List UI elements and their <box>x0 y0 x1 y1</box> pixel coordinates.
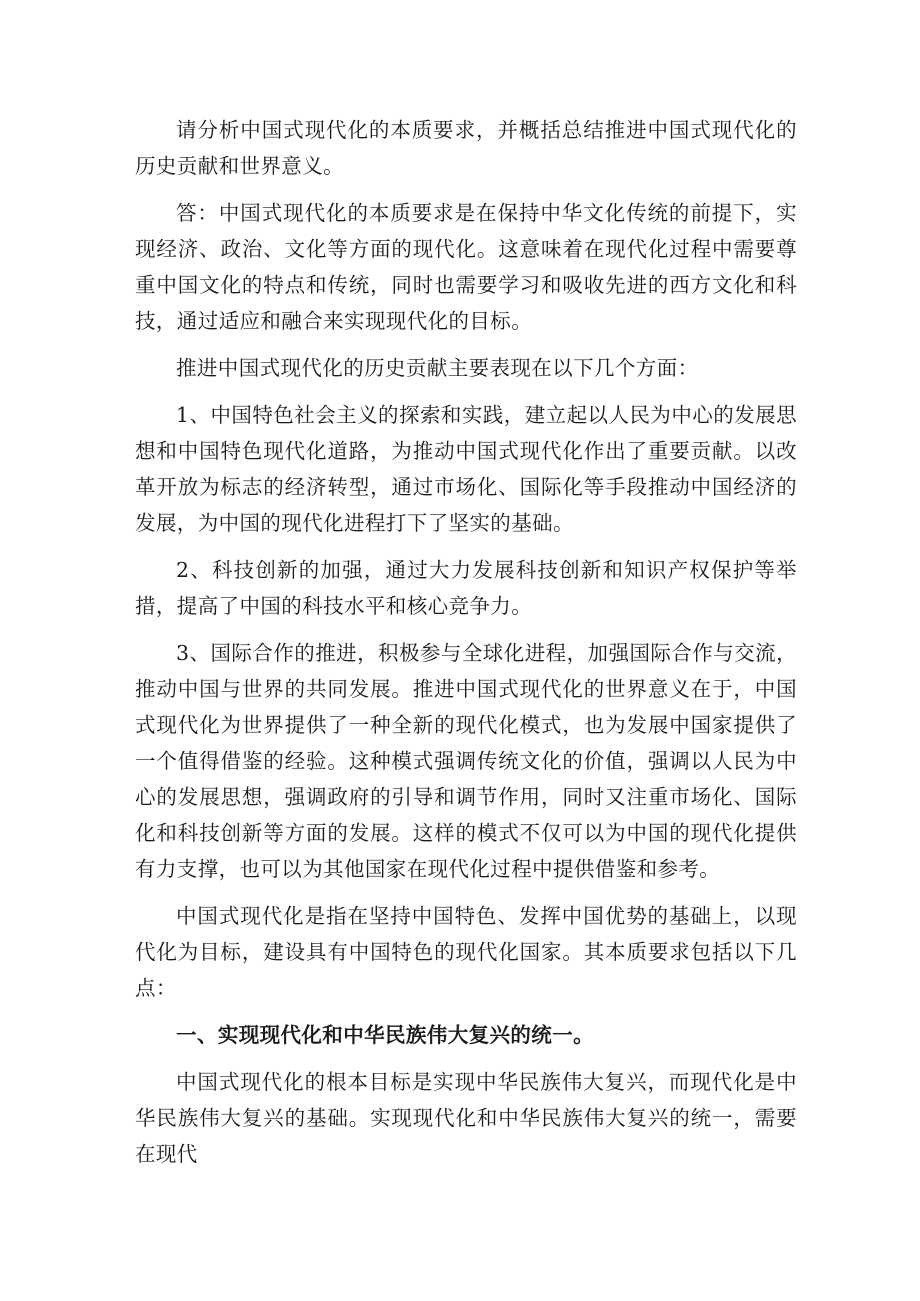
answer-paragraph: 答：中国式现代化的本质要求是在保持中华文化传统的前提下，实现经济、政治、文化等方面的现代化。这意味着在现代化过程中需要尊重中国文化的特点和传统，同时也需要学习和吸收先进的西方文化和科技，通过适应和融合来实现现代化的目标。 <box>135 201 797 333</box>
contribution-item-1: 1、中国特色社会主义的探索和实践，建立起以人民为中心的发展思想和中国特色现代化道路，为推动中国式现代化作出了重要贡献。以改革开放为标志的经济转型，通过市场化、国际化等手段推动中国经济的发展，为中国的现代化进程打下了坚实的基础。 <box>135 403 797 535</box>
question-paragraph: 请分析中国式现代化的本质要求，并概括总结推进中国式现代化的历史贡献和世界意义。 <box>135 118 797 178</box>
definition-paragraph: 中国式现代化是指在坚持中国特色、发挥中国优势的基础上，以现代化为目标，建设具有中国特色的现代化国家。其本质要求包括以下几点： <box>135 904 797 1000</box>
section-heading-1: 一、实现现代化和中华民族伟大复兴的统一。 <box>176 1023 594 1047</box>
section-1-paragraph: 中国式现代化的根本目标是实现中华民族伟大复兴，而现代化是中华民族伟大复兴的基础。实现现代化和中华民族伟大复兴的统一，需要在现代 <box>135 1070 797 1166</box>
contribution-item-3: 3、国际合作的推进，积极参与全球化进程，加强国际合作与交流，推动中国与世界的共同发展。推进中国式现代化的世界意义在于，中国式现代化为世界提供了一种全新的现代化模式，也为发展中国家提供了一个值得借鉴的经验。这种模式强调传统文化的价值，强调以人民为中心的发展思想，强调政府的引导和调节作用，同时又注重市场化、国际化和科技创新等方面的发展。这样的模式不仅可以为中国的现代化提供有力支撑，也可以为其他国家在现代化过程中提供借鉴和参考。 <box>135 641 797 881</box>
contributions-intro-paragraph: 推进中国式现代化的历史贡献主要表现在以下几个方面： <box>176 356 699 380</box>
document-body <box>135 112 797 1183</box>
contribution-item-2: 2、科技创新的加强，通过大力发展科技创新和知识产权保护等举措，提高了中国的科技水平和核心竞争力。 <box>135 558 797 618</box>
